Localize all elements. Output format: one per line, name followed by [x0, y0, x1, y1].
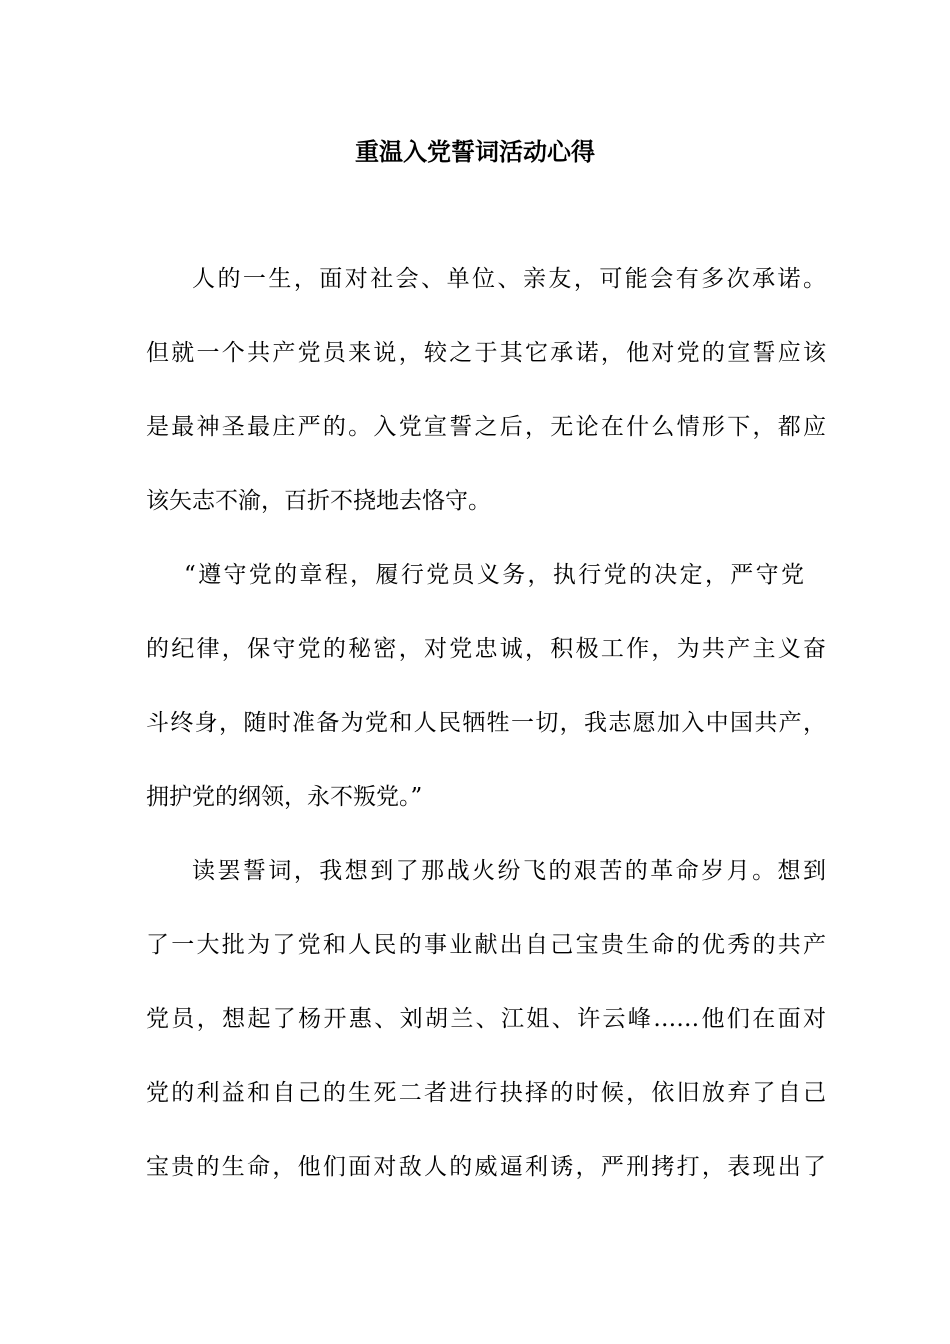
document-title: 重温入党誓词活动心得 [355, 137, 595, 166]
paragraph-2-line-2: 的纪律，保守党的秘密，对党忠诚，积极工作，为共产主义奋 [146, 636, 826, 662]
paragraph-3-line-1: 读罢誓词，我想到了那战火纷飞的艰苦的革命岁月。想到 [192, 858, 826, 884]
paragraph-1-line-1: 人的一生，面对社会、单位、亲友，可能会有多次承诺。 [192, 266, 826, 292]
paragraph-2-line-3: 斗终身，随时准备为党和人民牺牲一切，我志愿加入中国共产， [146, 710, 826, 736]
paragraph-3-line-5: 宝贵的生命，他们面对敌人的威逼利诱，严刑拷打，表现出了 [146, 1154, 826, 1180]
paragraph-2-line-4: 拥护党的纲领，永不叛党。” [146, 784, 423, 810]
paragraph-2-line-1: “遵守党的章程，履行党员义务，执行党的决定，严守党 [184, 562, 804, 588]
paragraph-1-line-4: 该矢志不渝，百折不挠地去恪守。 [146, 488, 491, 514]
paragraph-3-line-2: 了一大批为了党和人民的事业献出自己宝贵生命的优秀的共产 [146, 932, 826, 958]
paragraph-1-line-3: 是最神圣最庄严的。入党宣誓之后，无论在什么情形下，都应 [146, 414, 826, 440]
paragraph-3-line-3: 党员，想起了杨开惠、刘胡兰、江姐、许云峰……他们在面对 [146, 1006, 826, 1032]
paragraph-3-line-4: 党的利益和自己的生死二者进行抉择的时候，依旧放弃了自己 [146, 1080, 826, 1106]
paragraph-1-line-2: 但就一个共产党员来说，较之于其它承诺，他对党的宣誓应该 [146, 340, 826, 366]
